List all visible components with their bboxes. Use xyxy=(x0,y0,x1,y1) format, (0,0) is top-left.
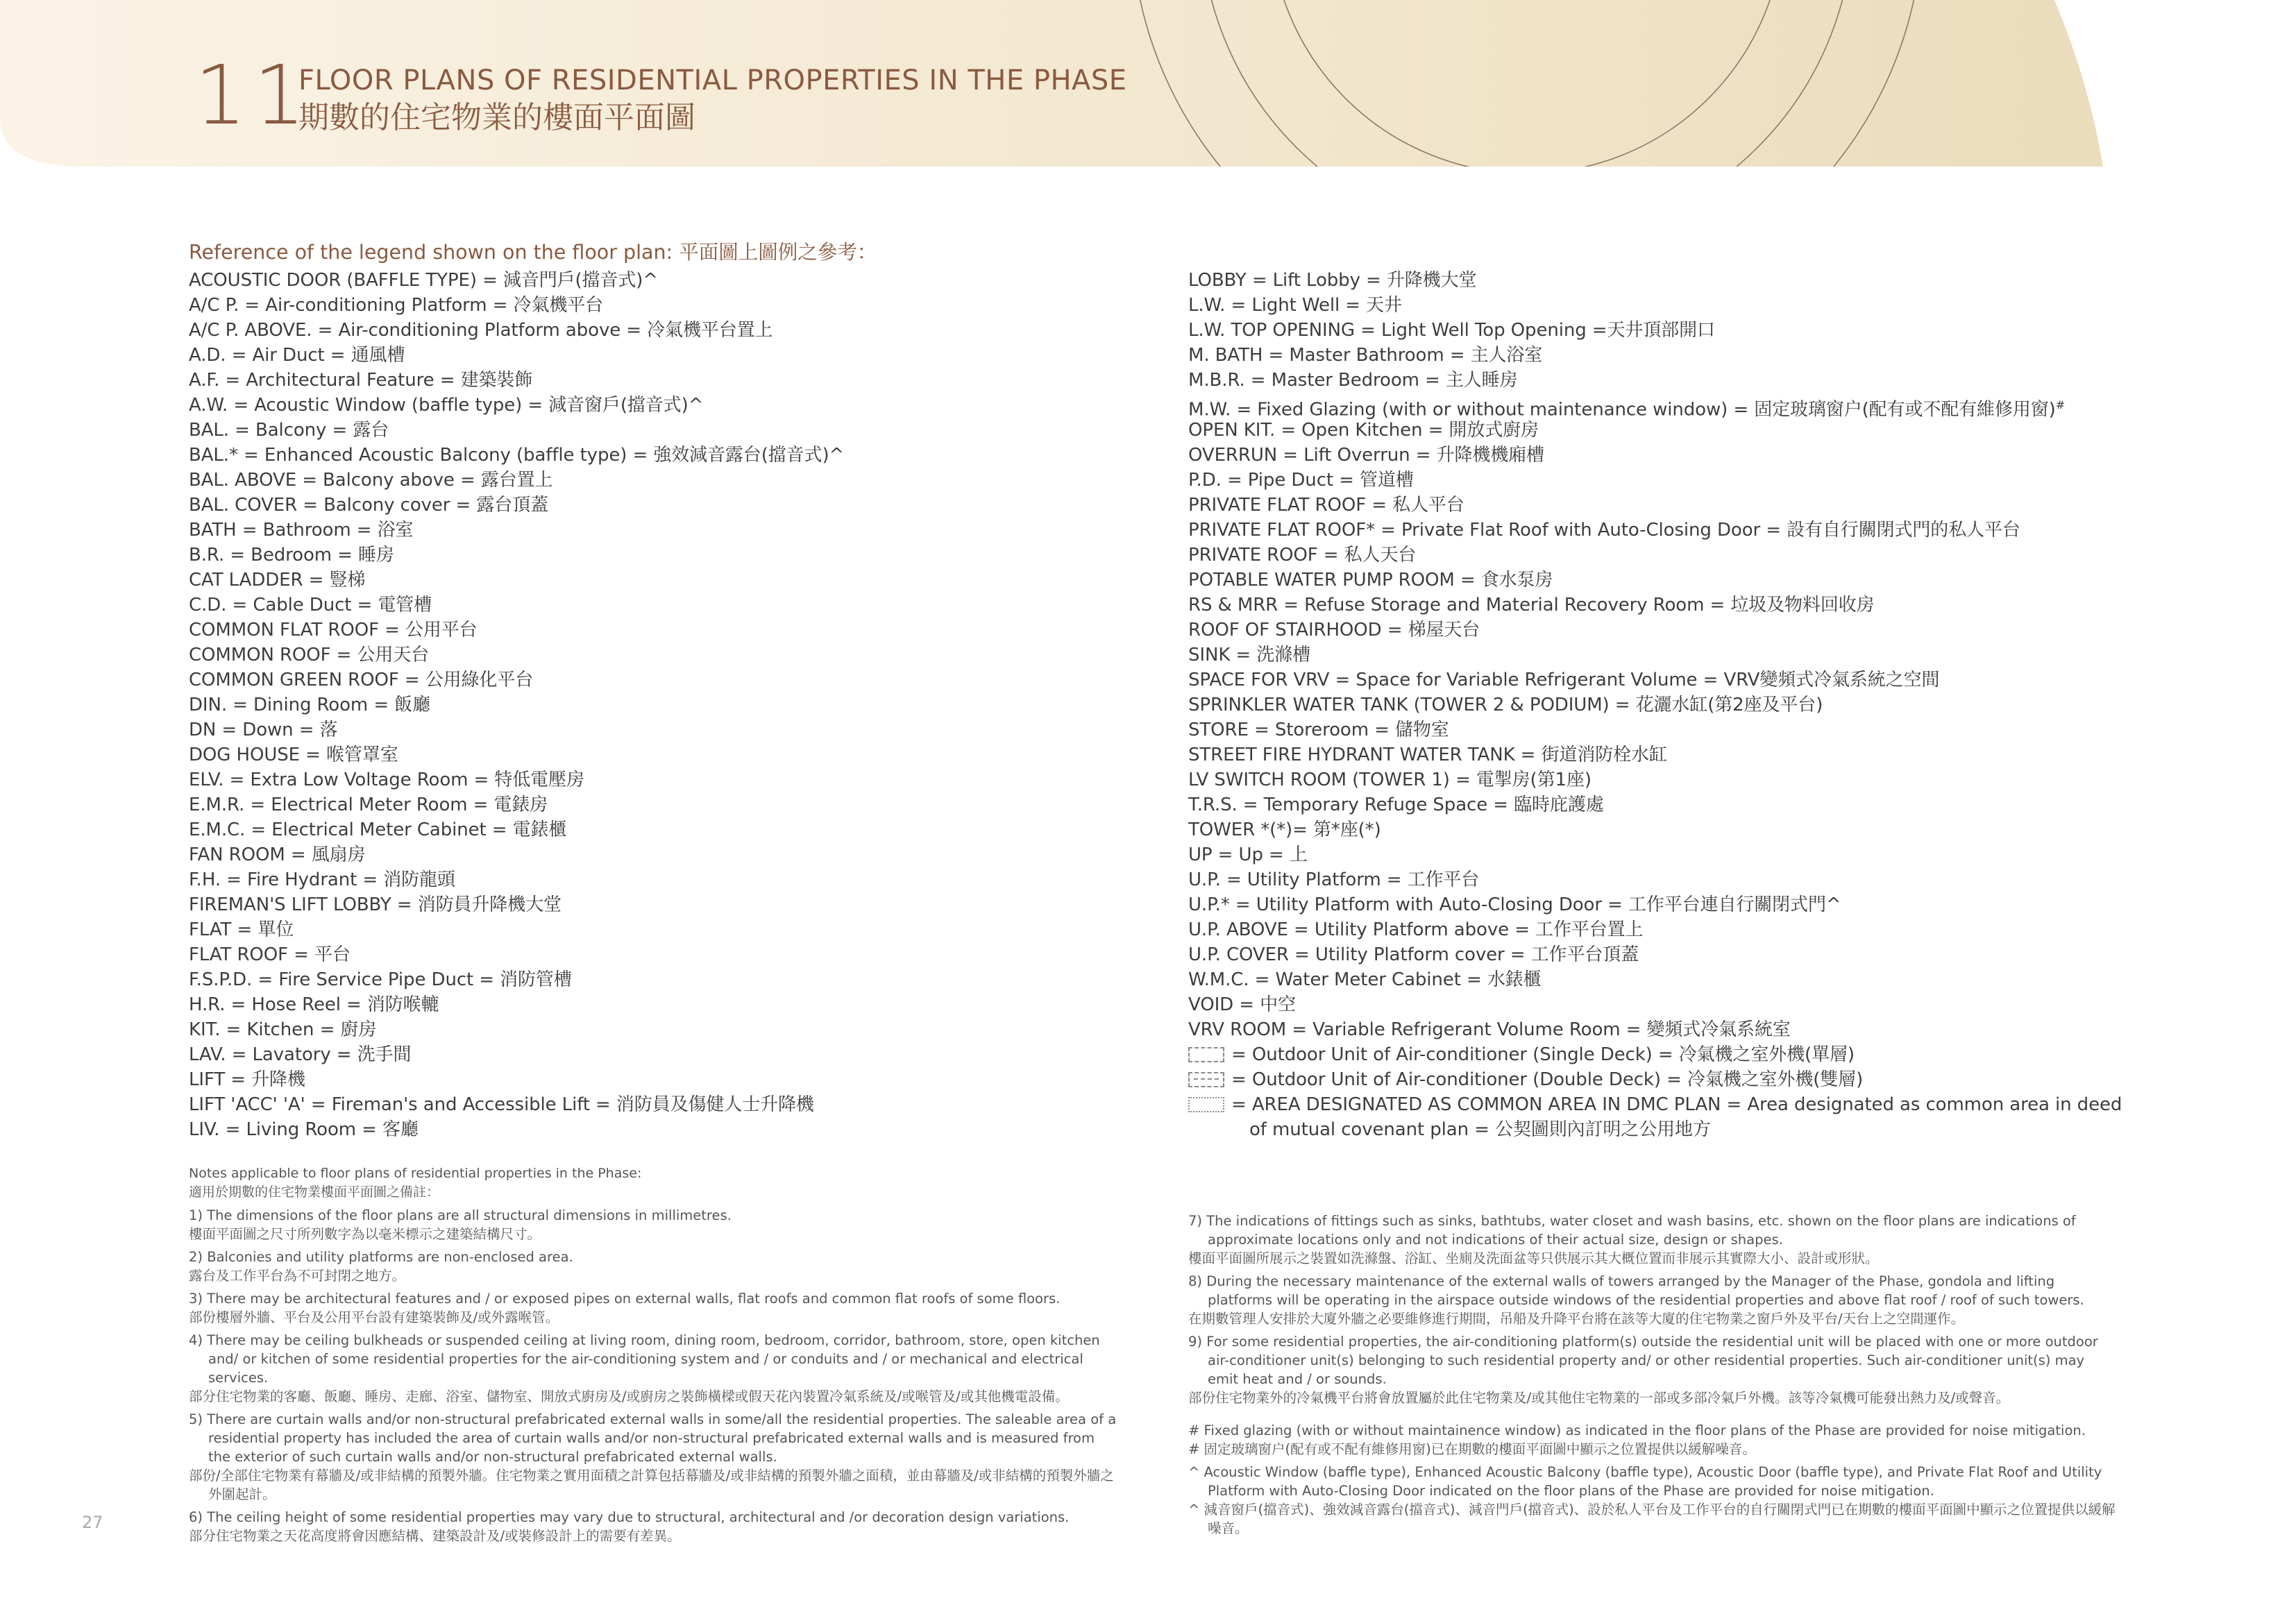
legend-item xyxy=(1188,1067,2122,1092)
legend-item: POTABLE WATER PUMP ROOM = 食水泵房 xyxy=(1188,570,1553,590)
legend-item: LIFT 'ACC' 'A' = Fireman's and Accessible Lift = 消防員及傷健人士升降機 xyxy=(189,1094,814,1115)
legend-item: U.P. = Utility Platform = 工作平台 xyxy=(1188,869,1480,890)
note-text-zh: 部分住宅物業之天花高度將會因應結構、建築設計及/或裝修設計上的需要有差異。 xyxy=(189,1528,681,1544)
page-title-en: FLOOR PLANS OF RESIDENTIAL PROPERTIES IN THE PHASE xyxy=(298,65,1127,96)
legend-item: PRIVATE ROOF = 私人天台 xyxy=(1188,545,1417,566)
ac-double-deck-symbol-icon xyxy=(1188,1072,1224,1087)
legend-list-right xyxy=(1188,268,2122,1142)
legend-item-text: M.W. = Fixed Glazing (with or without maintenance window) = 固定玻璃窗户(配有或不配有維修用窗) xyxy=(1188,399,2056,420)
legend-item: M.B.R. = Master Bedroom = 主人睡房 xyxy=(1188,370,1518,391)
legend-item-text: = Outdoor Unit of Air-conditioner (Double Deck) = 冷氣機之室外機(雙層) xyxy=(1231,1069,1864,1090)
note-text-zh: 露台及工作平台為不可封閉之地方。 xyxy=(189,1268,406,1284)
note-text-en: 7) The indications of fittings such as sinks, bathtubs, water closet and wash basins, etc. shown on the floor plans are indications of approximate locations only and not indications of their actual size, design or shapes. xyxy=(1188,1213,2076,1248)
note-text-zh: 部份/全部住宅物業有幕牆及/或非結構的預製外牆。住宅物業之實用面積之計算包括幕牆及/或非結構的預製外牆之面積，並由幕牆及/或非結構的預製外牆之外圍起計。 xyxy=(189,1468,1114,1502)
legend-item: FLAT ROOF = 平台 xyxy=(189,944,351,965)
note-item xyxy=(189,1248,1119,1285)
legend-item: LOBBY = Lift Lobby = 升降機大堂 xyxy=(1188,270,1477,291)
note-text-zh: 樓面平面圖之尺寸所列數字為以毫米標示之建築結構尺寸。 xyxy=(189,1226,541,1242)
note-item xyxy=(1188,1272,2118,1328)
note-text-zh: 樓面平面圖所展示之裝置如洗滌盤、浴缸、坐廁及洗面盆等只供展示其大概位置而非展示其實際大小、設計或形狀。 xyxy=(1188,1250,1879,1266)
legend-item: F.S.P.D. = Fire Service Pipe Duct = 消防管槽 xyxy=(189,969,572,990)
legend-item: LIFT = 升降機 xyxy=(189,1069,305,1090)
legend-item-continuation: of mutual covenant plan = 公契圖則內訂明之公用地方 xyxy=(1249,1119,1711,1140)
note-text-en: 1) The dimensions of the floor plans are all structural dimensions in millimetres. xyxy=(189,1207,732,1223)
legend-item: KIT. = Kitchen = 廚房 xyxy=(189,1019,377,1040)
legend-item xyxy=(1188,1042,2122,1067)
legend-item: ACOUSTIC DOOR (BAFFLE TYPE) = 減音門戶(擋音式)^ xyxy=(189,270,658,291)
legend-item: BAL.* = Enhanced Acoustic Balcony (baffle type) = 強效減音露台(擋音式)^ xyxy=(189,445,845,466)
legend-item xyxy=(1188,1092,2122,1142)
page-number: 27 xyxy=(82,1513,103,1532)
note-text-zh: 在期數管理人安排於大廈外牆之必要維修進行期間，吊船及升降平台將在該等大廈的住宅物業之窗戶外及平台/天台上之空間運作。 xyxy=(1188,1311,1965,1327)
legend-item: A.W. = Acoustic Window (baffle type) = 減音窗戶(擋音式)^ xyxy=(189,395,704,416)
legend-item: BAL. COVER = Balcony cover = 露台頂蓋 xyxy=(189,495,549,516)
legend-item: U.P.* = Utility Platform with Auto-Closing Door = 工作平台連自行關閉式門^ xyxy=(1188,894,1841,915)
legend-item: LV SWITCH ROOM (TOWER 1) = 電掣房(第1座) xyxy=(1188,770,1592,790)
legend-item-text: = Outdoor Unit of Air-conditioner (Single Deck) = 冷氣機之室外機(單層) xyxy=(1231,1044,1855,1065)
legend-item: PRIVATE FLAT ROOF = 私人平台 xyxy=(1188,495,1464,516)
legend-item-text: = AREA DESIGNATED AS COMMON AREA IN DMC PLAN = Area designated as common area in deed xyxy=(1231,1094,2122,1115)
legend-item: VRV ROOM = Variable Refrigerant Volume Room = 變頻式冷氣系統室 xyxy=(1188,1019,1791,1040)
legend-item: T.R.S. = Temporary Refuge Space = 臨時庇護處 xyxy=(1188,794,1604,815)
legend-item: STREET FIRE HYDRANT WATER TANK = 街道消防栓水缸 xyxy=(1188,745,1667,765)
legend-item: SINK = 洗滌槽 xyxy=(1188,645,1310,665)
common-area-symbol-icon xyxy=(1188,1097,1224,1112)
note-text-en: 4) There may be ceiling bulkheads or suspended ceiling at living room, dining room, bedroom, corridor, bathroom, store, open kitchen and/ or kitchen of some residential properties for the air-conditioning system and / or conduits and / or mechanical and electrical services. xyxy=(189,1332,1100,1386)
legend-list-left xyxy=(189,268,844,1142)
legend-item: B.R. = Bedroom = 睡房 xyxy=(189,545,394,566)
note-text-zh: 部分住宅物業的客廳、飯廳、睡房、走廊、浴室、儲物室、開放式廚房及/或廚房之裝飾橫樑或假天花內裝置冷氣系統及/或喉管及/或其他機電設備。 xyxy=(189,1388,1069,1404)
notes-heading-en: Notes applicable to floor plans of residential properties in the Phase: xyxy=(189,1166,642,1181)
footnote-item: ^ Acoustic Window (baffle type), Enhanced Acoustic Balcony (baffle type), Acoustic Door (baffle type), and Private Flat Roof and Utility Platform with Auto-Closing Door indicated on the floor plans of the Phase are provided for noise mitigation. xyxy=(1188,1464,2102,1499)
legend-item: U.P. COVER = Utility Platform cover = 工作平台頂蓋 xyxy=(1188,944,1639,965)
legend-item: COMMON ROOF = 公用天台 xyxy=(189,645,430,665)
footnote-item: ^ 減音窗戶(擋音式)、強效減音露台(擋音式)、減音門戶(擋音式)、設於私人平台及工作平台的自行關閉式門已在期數的樓面平面圖中顯示之位置提供以緩解噪音。 xyxy=(1188,1502,2116,1536)
legend-item: FLAT = 單位 xyxy=(189,919,294,940)
page-title-zh: 期數的住宅物業的樓面平面圖 xyxy=(298,100,695,135)
legend-item: SPACE FOR VRV = Space for Variable Refrigerant Volume = VRV變頻式冷氣系統之空間 xyxy=(1188,670,1940,690)
legend-item: BAL. ABOVE = Balcony above = 露台置上 xyxy=(189,470,553,491)
legend-item: BATH = Bathroom = 浴室 xyxy=(189,520,414,541)
legend-item: L.W. = Light Well = 天井 xyxy=(1188,295,1402,316)
legend-item xyxy=(1188,393,2122,418)
section-number: 11 xyxy=(194,47,313,143)
legend-item: DIN. = Dining Room = 飯廳 xyxy=(189,695,430,715)
legend-item: U.P. ABOVE = Utility Platform above = 工作平台置上 xyxy=(1188,919,1644,940)
note-text-en: 8) During the necessary maintenance of the external walls of towers arranged by the Manager of the Phase, gondola and lifting platforms will be operating in the airspace outside windows of the residential properties and above flat roof / roof of such towers. xyxy=(1188,1273,2084,1308)
legend-item: UP = Up = 上 xyxy=(1188,844,1308,865)
hash-footnote-marker: # xyxy=(2055,398,2065,411)
notes-heading-zh: 適用於期數的住宅物業樓面平面圖之備註： xyxy=(189,1184,440,1200)
legend-item: PRIVATE FLAT ROOF* = Private Flat Roof with Auto-Closing Door = 設有自行關閉式門的私人平台 xyxy=(1188,520,2020,541)
legend-item: P.D. = Pipe Duct = 管道槽 xyxy=(1188,470,1414,491)
legend-item: STORE = Storeroom = 儲物室 xyxy=(1188,720,1449,740)
legend-item: W.M.C. = Water Meter Cabinet = 水錶櫃 xyxy=(1188,969,1542,990)
note-text-en: 6) The ceiling height of some residential properties may vary due to structural, architectural and /or decoration design variations. xyxy=(189,1509,1070,1525)
ac-single-deck-symbol-icon xyxy=(1188,1047,1224,1062)
footnote-item: # Fixed glazing (with or without maintainence window) as indicated in the floor plans of the Phase are provided for noise mitigation. xyxy=(1188,1422,2086,1438)
legend-item: ELV. = Extra Low Voltage Room = 特低電壓房 xyxy=(189,770,584,790)
legend-item: VOID = 中空 xyxy=(1188,994,1296,1015)
legend-item: L.W. TOP OPENING = Light Well Top Opening =天井頂部開口 xyxy=(1188,320,1715,341)
note-item xyxy=(189,1410,1119,1504)
legend-item: A.D. = Air Duct = 通風槽 xyxy=(189,345,405,366)
legend-item: A.F. = Architectural Feature = 建築裝飾 xyxy=(189,370,533,391)
legend-item: LAV. = Lavatory = 洗手間 xyxy=(189,1044,412,1065)
legend-item: FIREMAN'S LIFT LOBBY = 消防員升降機大堂 xyxy=(189,894,562,915)
legend-item: COMMON FLAT ROOF = 公用平台 xyxy=(189,620,478,640)
legend-item: C.D. = Cable Duct = 電管槽 xyxy=(189,595,432,615)
notes-left-column xyxy=(189,1164,1119,1545)
legend-heading: Reference of the legend shown on the floor plan: 平面圖上圖例之參考： xyxy=(189,241,877,264)
note-text-en: 3) There may be architectural features and / or exposed pipes on external walls, flat roofs and common flat roofs of some floors. xyxy=(189,1291,1061,1307)
note-item xyxy=(189,1508,1119,1545)
note-item xyxy=(189,1289,1119,1327)
note-text-en: 5) There are curtain walls and/or non-structural prefabricated external walls in some/all the residential properties. The saleable area of a residential property has included the area of curtain walls and/or non-structural prefabricated external walls and is measured from the exterior of such curtain walls and/or non-structural prefabricated external walls. xyxy=(189,1411,1117,1465)
legend-item: M. BATH = Master Bathroom = 主人浴室 xyxy=(1188,345,1543,366)
legend-item: SPRINKLER WATER TANK (TOWER 2 & PODIUM) = 花灑水缸(第2座及平台) xyxy=(1188,695,1823,715)
legend-item: F.H. = Fire Hydrant = 消防龍頭 xyxy=(189,869,455,890)
note-item xyxy=(1188,1332,2118,1407)
legend-item: FAN ROOM = 風扇房 xyxy=(189,844,366,865)
legend-item: OPEN KIT. = Open Kitchen = 開放式廚房 xyxy=(1188,420,1539,441)
legend-item: E.M.C. = Electrical Meter Cabinet = 電錶櫃 xyxy=(189,819,567,840)
legend-item: TOWER *(*)= 第*座(*) xyxy=(1188,819,1381,840)
legend-item: DN = Down = 落 xyxy=(189,720,338,740)
note-text-en: 2) Balconies and utility platforms are non-enclosed area. xyxy=(189,1249,573,1265)
note-item xyxy=(189,1206,1119,1243)
note-text-zh: 部份樓層外牆、平台及公用平台設有建築裝飾及/或外露喉管。 xyxy=(189,1309,559,1325)
legend-item: OVERRUN = Lift Overrun = 升降機機廂槽 xyxy=(1188,445,1544,466)
notes-right-column xyxy=(1188,1207,2118,1538)
note-text-zh: 部份住宅物業外的冷氣機平台將會放置屬於此住宅物業及/或其他住宅物業的一部或多部冷氣戶外機。該等冷氣機可能發出熱力及/或聲音。 xyxy=(1188,1390,2010,1406)
legend-item: E.M.R. = Electrical Meter Room = 電錶房 xyxy=(189,794,548,815)
legend-item: LIV. = Living Room = 客廳 xyxy=(189,1119,419,1140)
note-item xyxy=(1188,1212,2118,1268)
legend-item: ROOF OF STAIRHOOD = 梯屋天台 xyxy=(1188,620,1480,640)
legend-item: DOG HOUSE = 喉管罩室 xyxy=(189,745,398,765)
legend-item: H.R. = Hose Reel = 消防喉轆 xyxy=(189,994,439,1015)
footnote-item: # 固定玻璃窗户(配有或不配有維修用窗)已在期數的樓面平面圖中顯示之位置提供以緩解噪音。 xyxy=(1188,1441,1756,1457)
legend-item: A/C P. ABOVE. = Air-conditioning Platform above = 冷氣機平台置上 xyxy=(189,320,773,341)
legend-item: A/C P. = Air-conditioning Platform = 冷氣機平台 xyxy=(189,295,604,316)
legend-item: CAT LADDER = 豎梯 xyxy=(189,570,366,590)
legend-item: BAL. = Balcony = 露台 xyxy=(189,420,389,441)
legend-item: RS & MRR = Refuse Storage and Material Recovery Room = 垃圾及物料回收房 xyxy=(1188,595,1875,615)
note-text-en: 9) For some residential properties, the air-conditioning platform(s) outside the residential unit will be placed with one or more outdoor air-conditioner unit(s) belonging to such residential property and/ or other residential properties. Such air-conditioner unit(s) may emit heat and / or sounds. xyxy=(1188,1334,2098,1387)
legend-item: COMMON GREEN ROOF = 公用綠化平台 xyxy=(189,670,534,690)
note-item xyxy=(189,1331,1119,1406)
